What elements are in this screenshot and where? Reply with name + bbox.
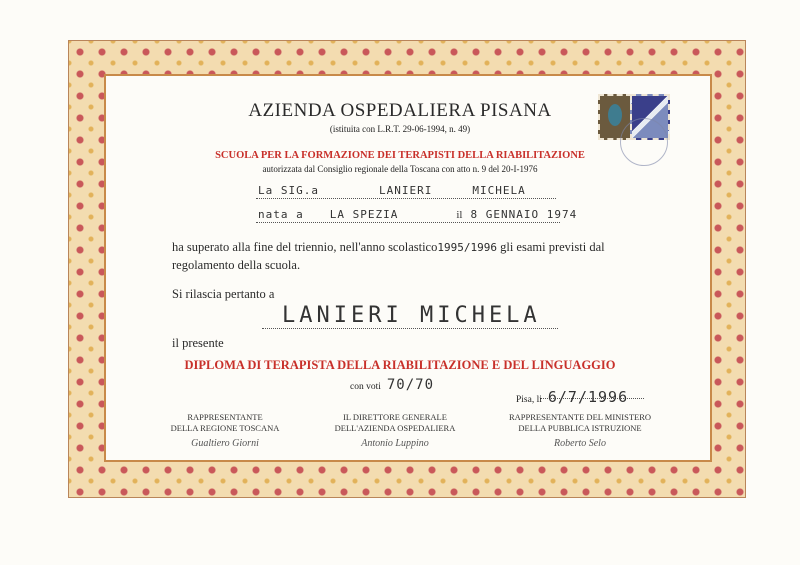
diploma-title: DIPLOMA DI TERAPISTA DELLA RIABILITAZIONE E DEL LINGUAGGIO: [184, 358, 616, 372]
birthdate-handwritten: 8 GENNAIO 1974: [470, 208, 578, 221]
signature-scrawl: Roberto Selo: [554, 438, 606, 449]
exam-statement: [172, 240, 605, 255]
title-handwritten: La SIG.a: [258, 184, 319, 197]
grade-value: 70/70: [386, 377, 435, 393]
present-text: il presente: [172, 336, 224, 350]
recipient-line: [262, 328, 558, 329]
signature-title: RAPPRESENTANTE: [187, 412, 263, 422]
on-label: il: [456, 209, 463, 221]
name-line: [256, 198, 556, 199]
grade-row: [350, 377, 434, 393]
signature-scrawl: Gualtiero Giorni: [191, 438, 259, 449]
birth-line: [256, 222, 560, 223]
firstname-handwritten: MICHELA: [472, 184, 526, 197]
signature-subtitle: DELLA PUBBLICA ISTRUZIONE: [518, 423, 642, 433]
school-name: SCUOLA PER LA FORMAZIONE DEI TERAPISTI DELLA RIABILITAZIONE: [215, 150, 585, 161]
issue-text: Si rilascia pertanto a: [172, 287, 275, 301]
institution-subtitle: (istituita con L.R.T. 29-06-1994, n. 49): [329, 124, 471, 134]
school-year: 1995/1996: [437, 241, 497, 254]
exam-suffix: gli esami previsti dal: [500, 240, 605, 254]
signature-subtitle: DELLA REGIONE TOSCANA: [170, 423, 280, 433]
born-label: nata a: [258, 208, 304, 221]
signature-subtitle: DELL'AZIENDA OSPEDALIERA: [334, 423, 456, 433]
signature-title: IL DIRETTORE GENERALE: [343, 412, 447, 422]
signature-region: [160, 412, 290, 449]
name-row: [258, 184, 526, 197]
signature-director: [330, 412, 460, 449]
date-row: [516, 388, 628, 406]
exam-prefix: ha superato alla fine del triennio, nell'anno scolastico: [172, 240, 438, 254]
authorization-note: autorizzata dal Consiglio regionale della Toscana con atto n. 9 del 20-I-1976: [262, 164, 538, 174]
place-label: Pisa, li: [516, 395, 542, 405]
birth-row: [258, 208, 577, 221]
signature-title: RAPPRESENTANTE DEL MINISTERO: [508, 412, 652, 422]
signature-scrawl: Antonio Luppino: [361, 438, 429, 449]
rules-text: regolamento della scuola.: [172, 258, 301, 272]
signature-ministry: [505, 412, 655, 449]
institution-title: AZIENDA OSPEDALIERA PISANA: [248, 100, 552, 121]
grade-label: con voti: [350, 382, 381, 392]
surname-handwritten: LANIERI: [378, 184, 433, 197]
birthplace-handwritten: LA SPEZIA: [329, 208, 399, 221]
recipient-name: LANIERI MICHELA: [282, 303, 541, 328]
issue-date: 6/7/1996: [547, 388, 629, 406]
